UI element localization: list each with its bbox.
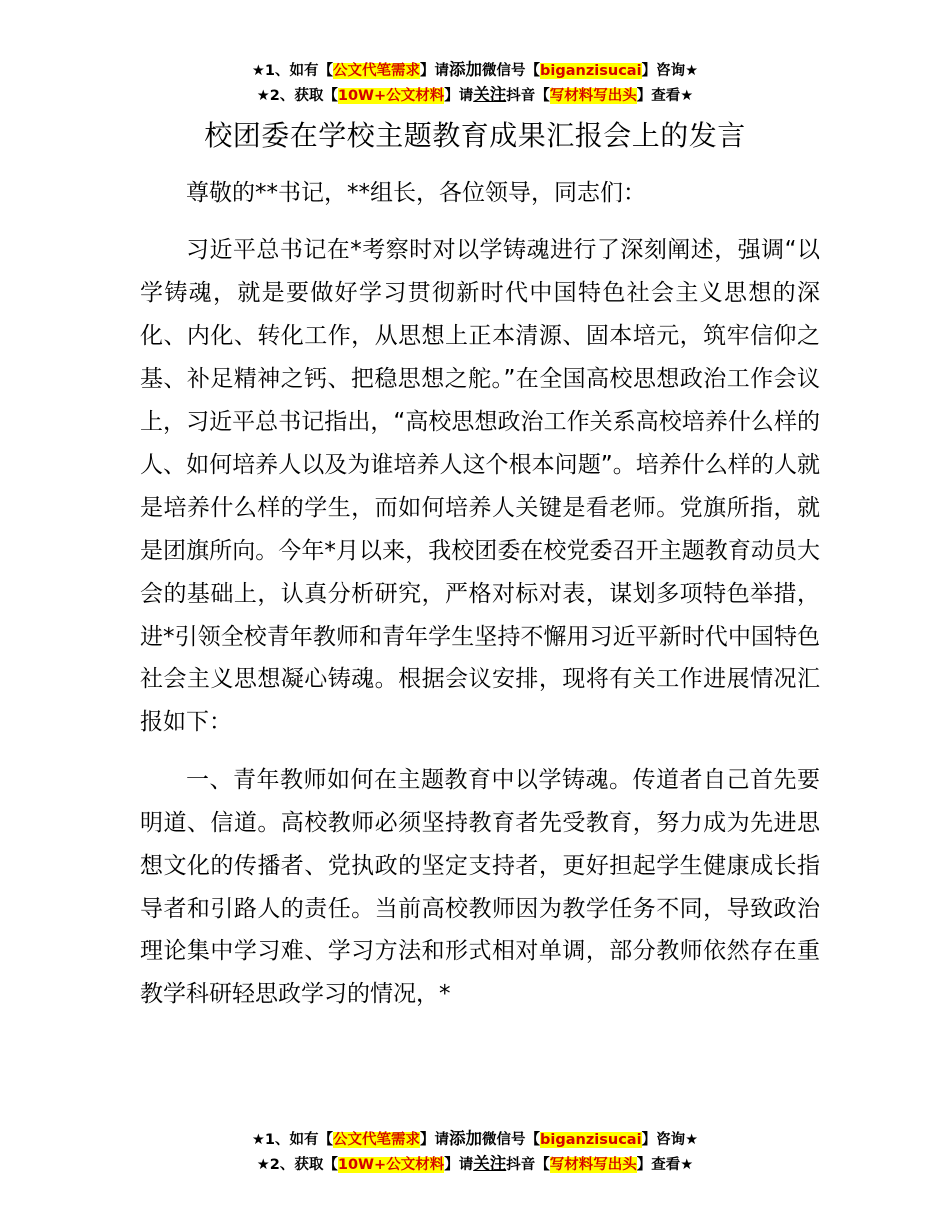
banner-text: 微信号【: [482, 1132, 541, 1148]
banner-emphasis: 关注: [473, 85, 507, 104]
banner-line-1: [0, 58, 950, 83]
header-banner: [0, 58, 950, 108]
banner-text: 】咨询★: [641, 1132, 699, 1148]
document-body: [140, 172, 820, 1031]
banner-text: ★2、获取【: [256, 1157, 338, 1173]
banner-text: 】请: [444, 1157, 474, 1173]
banner-douyin-id: 写材料写出头: [549, 1157, 637, 1173]
banner-text: ★2、获取【: [256, 88, 338, 104]
banner-highlight: 公文代笔需求: [333, 1132, 421, 1148]
salutation-paragraph: 尊敬的**书记，**组长，各位领导，同志们：: [186, 180, 646, 206]
banner-text: ★1、如有【: [251, 63, 334, 79]
banner-highlight: 10W+公文材料: [337, 1157, 445, 1173]
body-paragraph: 习近平总书记在*考察时对以学铸魂进行了深刻阐述，强调“以学铸魂，就是要做好学习贯彻新时代中国特色社会主义思想的深化、内化、转化工作，从思想上正本清源、固本培元，筑牢信仰之基、补足精神之钙、把稳思想之舵。”在全国高校思想政治工作会议上，习近平总书记指出，“高校思想政治工作关系高校培养什么样的人、如何培养人以及为谁培养人这个根本问题”。培养什么样的人就是培养什么样的学生，而如何培养人关键是看老师。党旗所指，就是团旗所向。今年*月以来，我校团委在校党委召开主题教育动员大会的基础上，认真分析研究，严格对标对表，谋划多项特色举措，进*引领全校青年教师和青年学生坚持不懈用习近平新时代中国特色社会主义思想凝心铸魂。根据会议安排，现将有关工作进展情况汇报如下：: [140, 237, 820, 736]
banner-text: 】请: [444, 88, 474, 104]
banner-text: ★1、如有【: [251, 1132, 334, 1148]
banner-douyin-id: 写材料写出头: [549, 88, 637, 104]
banner-text: 抖音【: [506, 1157, 550, 1173]
banner-highlight: 10W+公文材料: [337, 88, 445, 104]
banner-emphasis: 添加: [449, 60, 483, 79]
banner-highlight: 公文代笔需求: [333, 63, 421, 79]
banner-line-1: [0, 1127, 950, 1152]
document-title: 校团委在学校主题教育成果汇报会上的发言: [204, 119, 746, 152]
banner-text: 抖音【: [506, 88, 550, 104]
banner-text: 】查看★: [636, 88, 694, 104]
banner-line-2: [0, 1152, 950, 1177]
banner-text: 】请: [420, 63, 450, 79]
banner-line-2: [0, 83, 950, 108]
banner-text: 】请: [420, 1132, 450, 1148]
banner-wechat-id: biganzisucai: [540, 63, 642, 79]
footer-banner: [0, 1127, 950, 1177]
body-paragraph: 一、青年教师如何在主题教育中以学铸魂。传道者自己首先要明道、信道。高校教师必须坚持教育者先受教育，努力成为先进思想文化的传播者、党执政的坚定支持者，更好担起学生健康成长指导者和引路人的责任。当前高校教师因为教学任务不同，导致政治理论集中学习难、学习方法和形式相对单调，部分教师依然存在重教学科研轻思政学习的情况，*: [140, 766, 820, 1008]
banner-text: 】查看★: [636, 1157, 694, 1173]
banner-text: 微信号【: [482, 63, 541, 79]
banner-emphasis: 添加: [449, 1129, 483, 1148]
banner-text: 】咨询★: [641, 63, 699, 79]
banner-wechat-id: biganzisucai: [540, 1132, 642, 1148]
banner-emphasis: 关注: [473, 1154, 507, 1173]
